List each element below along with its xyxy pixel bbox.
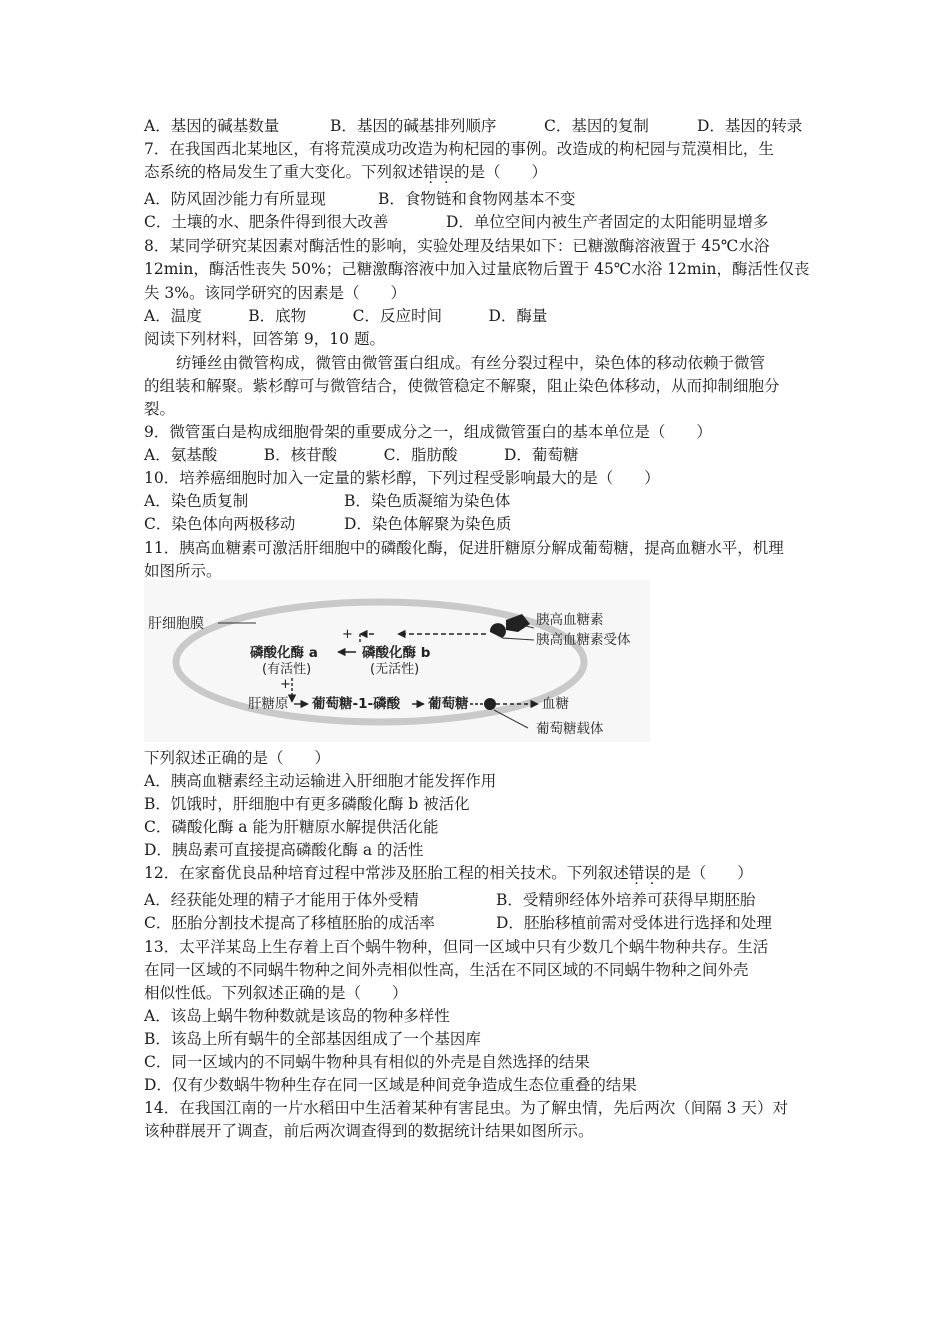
q11-stem-line2: 如图所示。 (144, 562, 222, 580)
q11-option-a: A．胰高血糖素经主动运输进入肝细胞才能发挥作用 (144, 772, 497, 790)
q8-stem-line2: 12min，酶活性丧失 50%；己糖激酶溶液中加入过量底物后置于 45℃水浴 12min，酶活性仅丧 (144, 260, 810, 278)
q7-option-a: A．防风固沙能力有所显现 (144, 190, 326, 208)
q11-option-b: B．饥饿时，肝细胞中有更多磷酸化酶 b 被活化 (144, 795, 470, 813)
q10-option-a: A．染色质复制 (144, 492, 249, 510)
q12-option-b: B．受精卵经体外培养可获得早期胚胎 (496, 891, 756, 909)
q9-options: A．氨基酸 B．核苷酸 C．脂肪酸 D．葡萄糖 (144, 446, 579, 464)
enzyme-b-state: (无活性) (370, 662, 420, 677)
enzyme-b-label: 磷酸化酶 b (362, 645, 431, 661)
q11-option-c: C．磷酸化酶 a 能为肝糖原水解提供活化能 (144, 818, 439, 836)
glycogen-label: 肝糖原 (248, 696, 289, 712)
q6-option-d: D．基因的转录 (697, 117, 803, 135)
reading-paragraph-line3: 裂。 (144, 400, 176, 418)
q7-stem-line1: 7．在我国西北某地区，有将荒漠成功改造为枸杞园的事例。改造成的枸杞园与荒漠相比，生 (144, 140, 774, 158)
q10-option-c: C．染色体向两极移动 (144, 515, 296, 533)
q13-stem-line1: 13．太平洋某岛上生存着上百个蜗牛物种，但同一区域中只有少数几个蜗牛物种共存。生活 (144, 938, 769, 956)
q11-question: 下列叙述正确的是（ ） (144, 749, 331, 767)
q10-stem: 10．培养癌细胞时加入一定量的紫杉醇，下列过程受影响最大的是（ ） (144, 469, 660, 487)
q13-stem-line3: 相似性低。下列叙述正确的是（ ） (144, 984, 408, 1002)
emphasis-char: 错 (628, 864, 645, 882)
q13-option-a: A．该岛上蜗牛物种数就是该岛的物种多样性 (144, 1007, 450, 1025)
receptor-label: 胰高血糖素受体 (536, 632, 631, 648)
q7-stem-line2: 态系统的格局发生了重大变化。下列叙述错误的是（ ） (144, 163, 548, 181)
reading-paragraph-line1: 纺锤丝由微管构成，微管由微管蛋白组成。有丝分裂过程中，染色体的移动依赖于微管 (176, 354, 766, 372)
q6-option-b: B．基因的碱基排列顺序 (330, 117, 497, 135)
q13-option-b: B．该岛上所有蜗牛的全部基因组成了一个基因库 (144, 1030, 481, 1048)
q14-stem-line2: 该种群展开了调查，前后两次调查得到的数据统计结果如图所示。 (144, 1122, 594, 1140)
q10-option-b: B．染色质凝缩为染色体 (344, 492, 511, 510)
q12-stem: 12．在家畜优良品种培育过程中常涉及胚胎工程的相关技术。下列叙述错误的是（ ） (144, 864, 753, 882)
membrane-label: 肝细胞膜 (148, 616, 204, 632)
carrier-shape (484, 698, 496, 710)
q8-stem-line1: 8．某同学研究某因素对酶活性的影响，实验处理及结果如下：已糖激酶溶液置于 45℃水浴 (144, 237, 770, 255)
q6-option-c: C．基因的复制 (544, 117, 649, 135)
q10-option-d: D．染色体解聚为染色质 (344, 515, 512, 533)
q8-stem-line3: 失 3%。该同学研究的因素是（ ） (144, 284, 407, 302)
q11-option-d: D．胰岛素可直接提高磷酸化酶 a 的活性 (144, 841, 424, 859)
q12-option-a: A．经获能处理的精子才能用于体外受精 (144, 891, 419, 909)
carrier-label: 葡萄糖载体 (536, 721, 604, 737)
emphasis-char: 错 (423, 163, 439, 181)
reading-paragraph-line2: 的组装和解聚。紫杉醇可与微管结合，使微管稳定不解聚，阻止染色体移动，从而抑制细胞分 (144, 377, 780, 395)
q13-stem-line2: 在同一区域的不同蜗牛物种之间外壳相似性高，生活在不同区域的不同蜗牛物种之间外壳 (144, 961, 749, 979)
q9-stem: 9．微管蛋白是构成细胞骨架的重要成分之一，组成微管蛋白的基本单位是（ ） (144, 423, 712, 441)
q12-option-d: D．胚胎移植前需对受体进行选择和处理 (496, 914, 772, 932)
emphasis-char: 误 (644, 864, 660, 882)
enzyme-a-state: (有活性) (262, 662, 312, 677)
plus-sign-lower: + (280, 677, 291, 692)
q6-option-a: A．基因的碱基数量 (144, 117, 280, 135)
q13-option-c: C．同一区域内的不同蜗牛物种具有相似的外壳是自然选择的结果 (144, 1053, 590, 1071)
glucose-label: 葡萄糖 (428, 696, 469, 712)
q11-stem-line1: 11．胰高血糖素可激活肝细胞中的磷酸化酶，促进肝糖原分解成葡萄糖，提高血糖水平，机理 (144, 539, 784, 557)
g1p-label: 葡萄糖-1-磷酸 (312, 696, 401, 712)
q7-option-d: D．单位空间内被生产者固定的太阳能明显增多 (446, 213, 769, 231)
q14-stem-line1: 14．在我国江南的一片水稻田中生活着某种有害昆虫。为了解虫情，先后两次（间隔 3 天）对 (144, 1099, 788, 1117)
q7-option-b: B．食物链和食物网基本不变 (378, 190, 576, 208)
q7-option-c: C．土壤的水、肥条件得到很大改善 (144, 213, 389, 231)
reading-intro: 阅读下列材料，回答第 9，10 题。 (144, 330, 385, 348)
q13-option-d: D．仅有少数蜗牛物种生存在同一区域是种间竞争造成生态位重叠的结果 (144, 1076, 637, 1094)
emphasis-char: 误 (438, 163, 455, 181)
enzyme-a-label: 磷酸化酶 a (250, 645, 318, 661)
glucagon-label: 胰高血糖素 (536, 612, 604, 628)
q12-option-c: C．胚胎分割技术提高了移植胚胎的成活率 (144, 914, 435, 932)
plus-sign-upper: + (342, 627, 353, 642)
liver-cell-mechanism-figure (144, 580, 650, 742)
blood-sugar-label: 血糖 (542, 696, 569, 712)
q8-options: A．温度 B．底物 C．反应时间 D．酶量 (144, 307, 548, 325)
